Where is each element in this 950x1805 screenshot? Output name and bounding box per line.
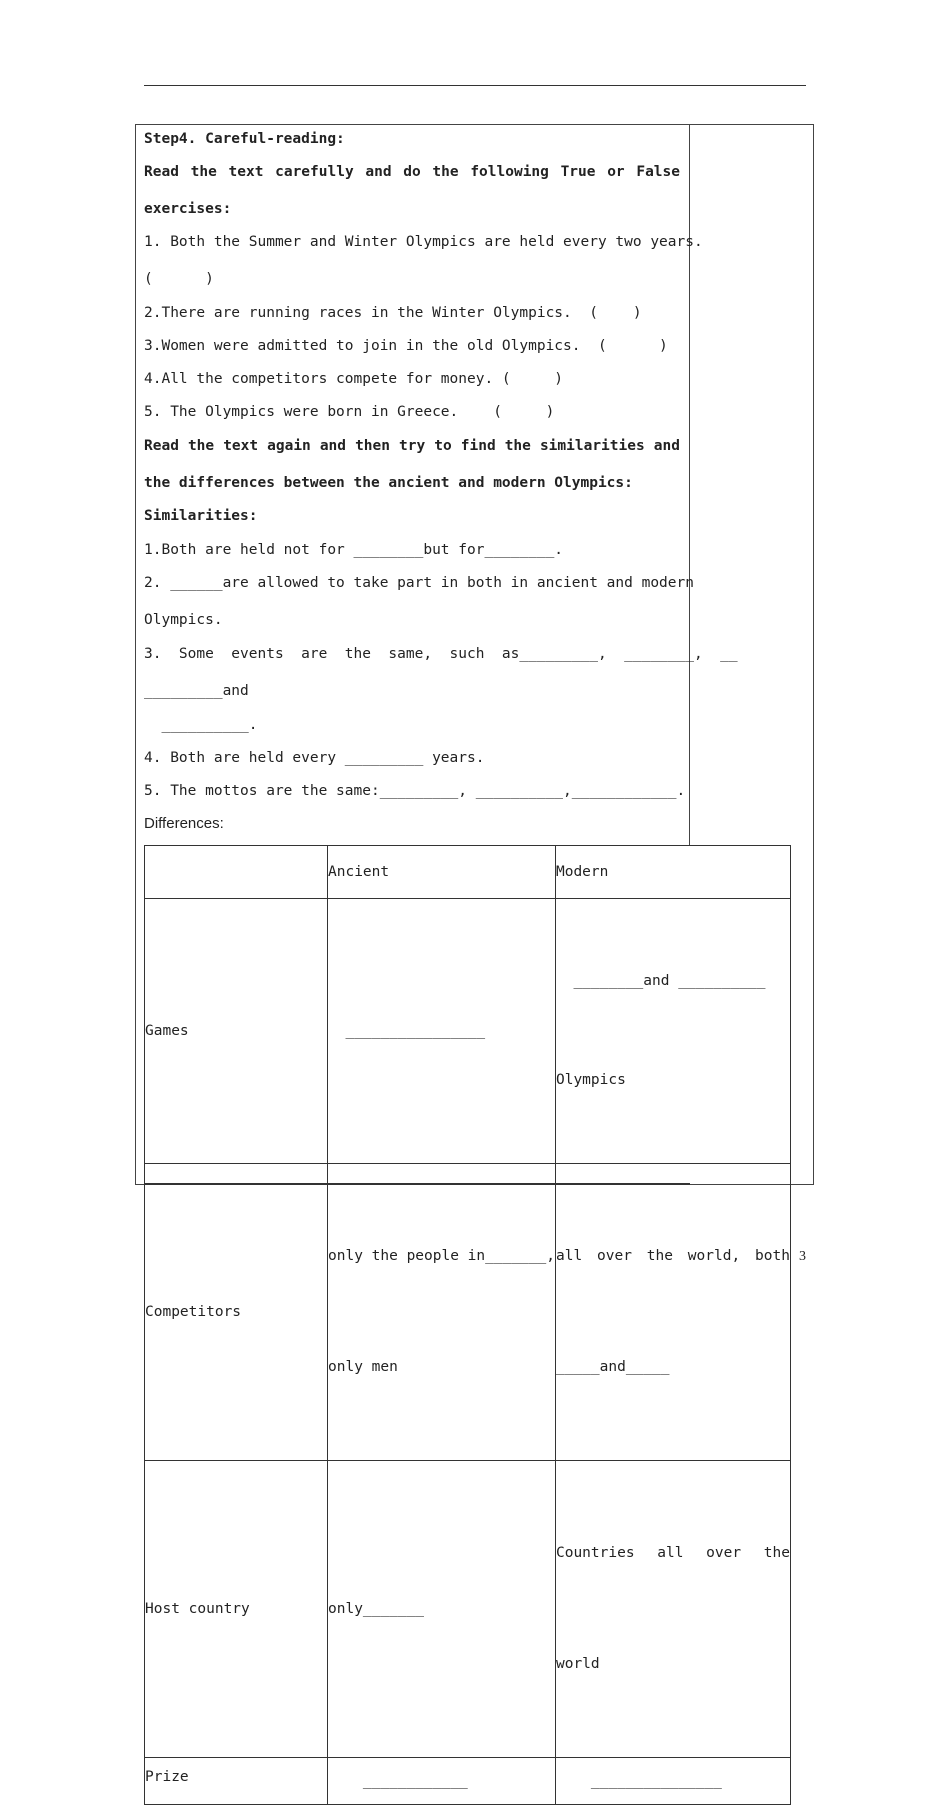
tf-item-3: 3.Women were admitted to join in the old Olympics. ( ) (144, 338, 668, 354)
tf-instructions: Read the text carefully and do the following True or False (144, 164, 680, 180)
table-bottom-rule (144, 1183, 690, 1185)
row-label-prize: Prize (145, 1758, 328, 1805)
sim-item-1: 1.Both are held not for ________but for________. (144, 542, 564, 558)
differences-table (144, 845, 791, 1805)
tf-item-1-blank: ( ) (144, 271, 214, 287)
table-row (145, 1164, 791, 1461)
row-label-host-country: Host country (145, 1461, 328, 1758)
games-modern-line-2: Olympics (555, 1072, 626, 1088)
table-row (145, 1461, 791, 1758)
tf-item-4: 4.All the competitors compete for money. ( ) (144, 371, 564, 387)
table-row (145, 899, 791, 1164)
table-row (145, 1758, 791, 1805)
sim-item-3-end: __________. (144, 717, 258, 733)
differences-heading: Differences: (144, 815, 224, 832)
tf-item-1: 1. Both the Summer and Winter Olympics are held every two years. (144, 234, 703, 250)
sim-item-4: 4. Both are held every _________ years. (144, 750, 485, 766)
competitors-ancient-line-2: only men (328, 1359, 398, 1375)
page-number: 3 (799, 1249, 806, 1264)
header-cell-ancient: Ancient (328, 846, 556, 899)
competitors-ancient-cell (328, 1164, 556, 1461)
sim-item-3-cont: _________and (144, 683, 249, 699)
competitors-modern-line-1: all over the world, both (555, 1248, 790, 1264)
prize-modern-cell: _______________ (555, 1758, 790, 1805)
games-ancient-cell: ________________ (328, 899, 556, 1164)
host-modern-line-1: Countries all over the (555, 1545, 790, 1561)
header-cell-modern: Modern (555, 846, 790, 899)
host-modern-line-2: world (555, 1656, 600, 1672)
tf-item-2: 2.There are running races in the Winter Olympics. ( ) (144, 305, 642, 321)
competitors-ancient-line-1: only the people in_______, (328, 1248, 555, 1264)
sim-instructions: Read the text again and then try to find the similarities and (144, 438, 680, 454)
sim-item-3: 3. Some events are the same, such as_________, ________, __ (144, 646, 738, 662)
sim-instructions-cont: the differences between the ancient and modern Olympics: (144, 475, 633, 491)
header-cell-empty (145, 846, 328, 899)
row-label-competitors: Competitors (145, 1164, 328, 1461)
tf-instructions-cont: exercises: (144, 201, 232, 217)
sim-item-2: 2. ______are allowed to take part in both in ancient and modern (144, 575, 694, 591)
prize-ancient-cell: ____________ (328, 1758, 556, 1805)
table-header-row (145, 846, 791, 899)
row-label-games: Games (145, 899, 328, 1164)
host-modern-cell (555, 1461, 790, 1758)
step-title: Step4. Careful-reading: (144, 131, 345, 147)
tf-item-5: 5. The Olympics were born in Greece. ( ) (144, 404, 555, 420)
games-modern-cell (555, 899, 790, 1164)
header-rule (144, 85, 806, 86)
games-modern-line-1: ________and __________ (555, 973, 766, 989)
host-ancient-cell: only_______ (328, 1461, 556, 1758)
sim-item-2-cont: Olympics. (144, 612, 223, 628)
competitors-modern-cell (555, 1164, 790, 1461)
sim-item-5: 5. The mottos are the same:_________, __________,____________. (144, 783, 686, 799)
similarities-heading: Similarities: (144, 508, 258, 524)
competitors-modern-line-2: _____and_____ (555, 1359, 670, 1375)
